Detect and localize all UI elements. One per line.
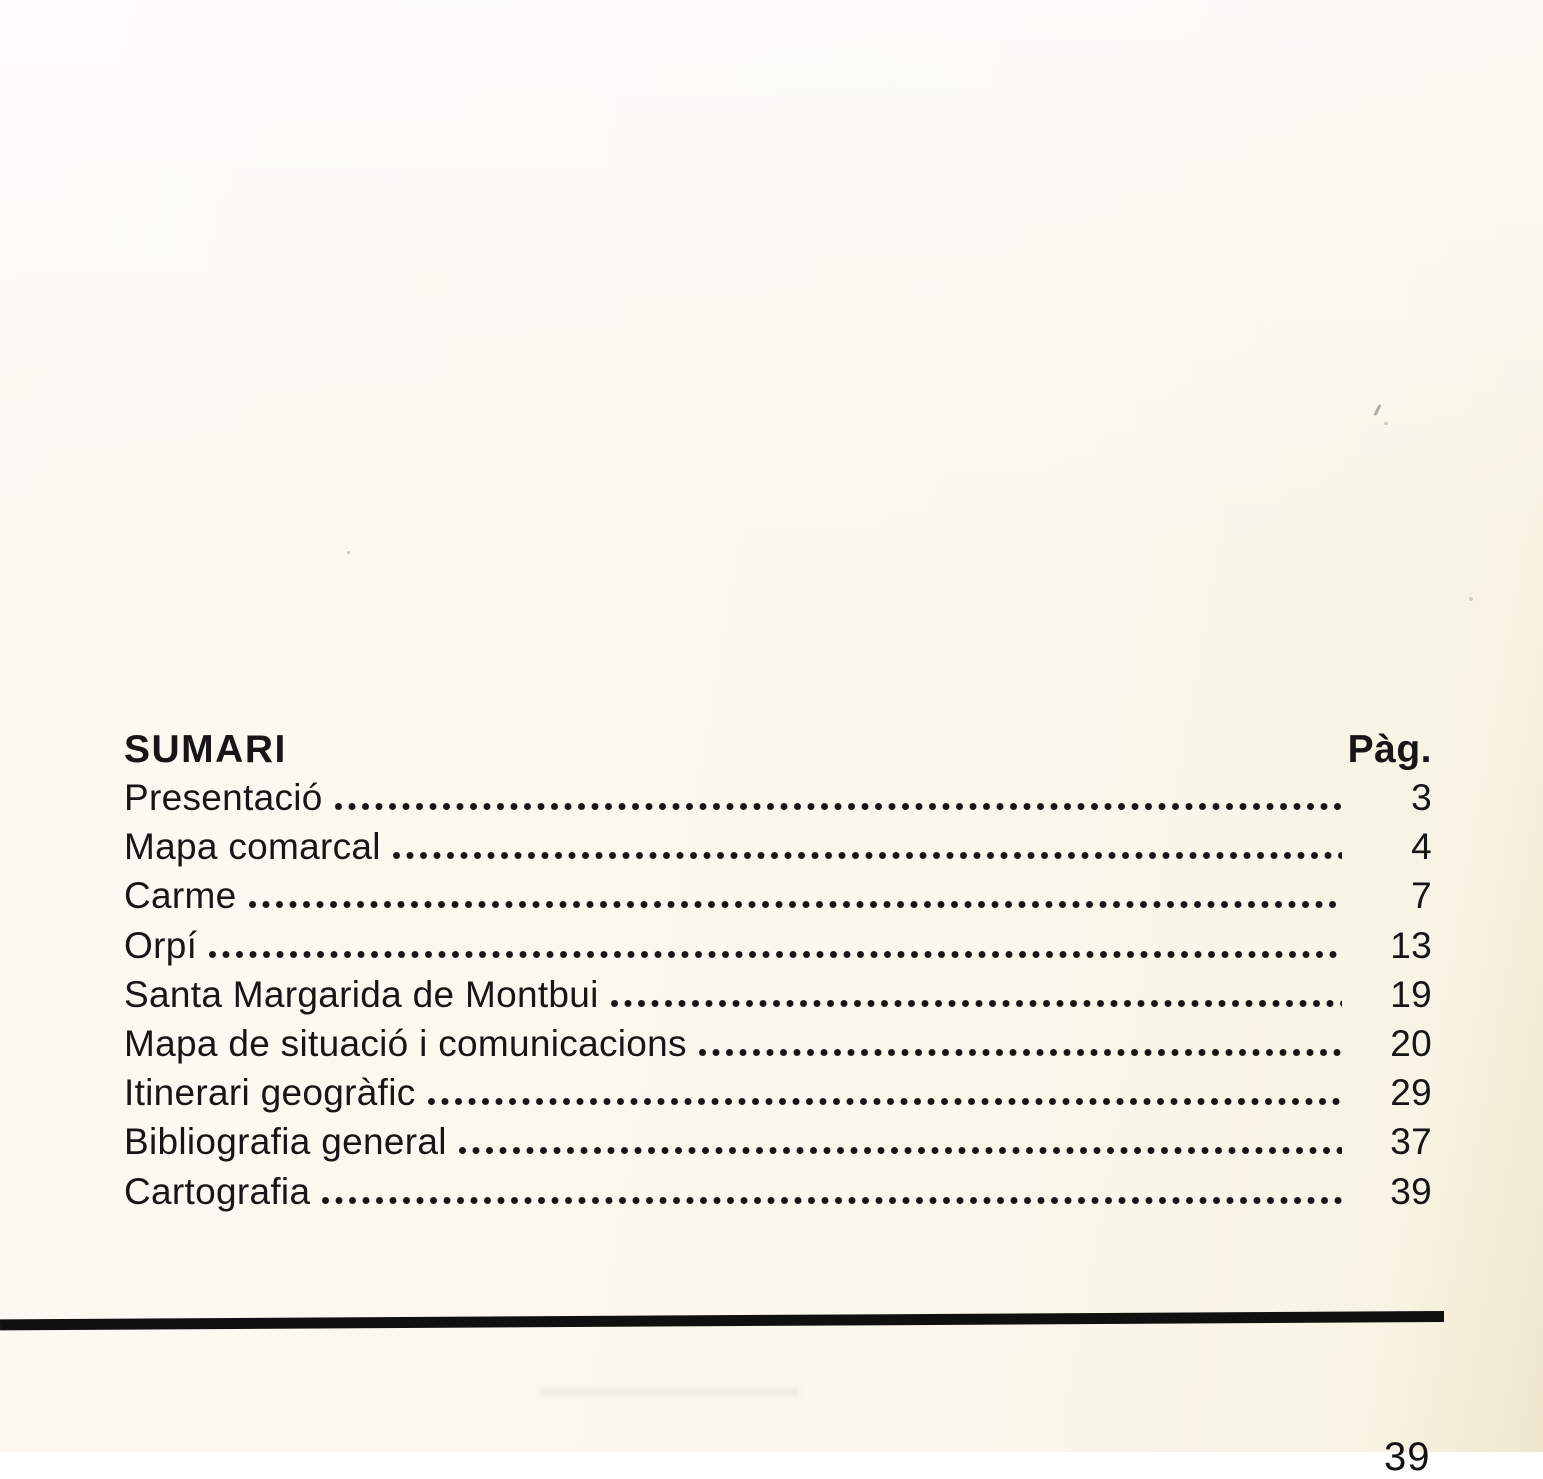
toc-header-row bbox=[124, 728, 1432, 772]
toc-entry-title: Itinerari geogràfic bbox=[124, 1072, 416, 1114]
toc-entry bbox=[124, 1019, 1432, 1068]
toc-entry bbox=[124, 773, 1432, 822]
toc-entry bbox=[124, 1117, 1432, 1166]
toc-entry-title: Cartografia bbox=[124, 1170, 311, 1212]
scan-speck bbox=[1374, 404, 1382, 416]
toc-entry-page-number: 37 bbox=[1390, 1121, 1432, 1163]
scan-speck bbox=[540, 1388, 800, 1396]
partial-page-number: 39 bbox=[1384, 1435, 1431, 1479]
scan-speck bbox=[1469, 597, 1473, 601]
toc-entry-page-number: 7 bbox=[1411, 875, 1432, 917]
toc-entry-page-number: 19 bbox=[1390, 973, 1432, 1015]
dot-leader bbox=[611, 1000, 1342, 1007]
dot-leader bbox=[335, 803, 1342, 810]
toc-entry bbox=[124, 1068, 1432, 1117]
toc-entry-title: Bibliografia general bbox=[124, 1121, 447, 1163]
toc-entry-page-number: 3 bbox=[1411, 777, 1432, 818]
toc-entry bbox=[124, 822, 1432, 871]
dot-leader bbox=[209, 951, 1342, 958]
bottom-rule bbox=[0, 1311, 1444, 1330]
toc-entry-title: Carme bbox=[124, 875, 237, 917]
toc-entry bbox=[124, 1167, 1432, 1216]
toc-entry-title: Presentació bbox=[124, 777, 323, 818]
toc-entry bbox=[124, 871, 1432, 920]
dot-leader bbox=[249, 901, 1342, 908]
toc-entry bbox=[124, 970, 1432, 1019]
toc-entry-title: Orpí bbox=[124, 924, 198, 966]
toc-entry-title: Santa Margarida de Montbui bbox=[124, 973, 599, 1015]
dot-leader bbox=[428, 1098, 1342, 1105]
toc-rows bbox=[124, 773, 1432, 1216]
toc-heading: SUMARI bbox=[124, 728, 287, 771]
toc-entry-page-number: 29 bbox=[1390, 1072, 1432, 1114]
toc-entry-title: Mapa de situació i comunicacions bbox=[124, 1023, 687, 1065]
toc-entry-page-number: 20 bbox=[1390, 1023, 1432, 1065]
toc-entry-page-number: 39 bbox=[1390, 1170, 1432, 1212]
toc-entry-page-number: 4 bbox=[1411, 826, 1432, 868]
dot-leader bbox=[459, 1147, 1342, 1154]
dot-leader bbox=[322, 1197, 1342, 1204]
table-of-contents bbox=[124, 728, 1432, 1216]
dot-leader bbox=[393, 852, 1342, 859]
toc-entry-title: Mapa comarcal bbox=[124, 826, 381, 868]
scan-speck bbox=[1384, 422, 1388, 425]
page-column-label: Pàg. bbox=[1347, 728, 1432, 771]
scan-speck bbox=[347, 551, 350, 554]
toc-entry bbox=[124, 921, 1432, 970]
toc-entry-page-number: 13 bbox=[1390, 924, 1432, 966]
dot-leader bbox=[699, 1049, 1342, 1056]
